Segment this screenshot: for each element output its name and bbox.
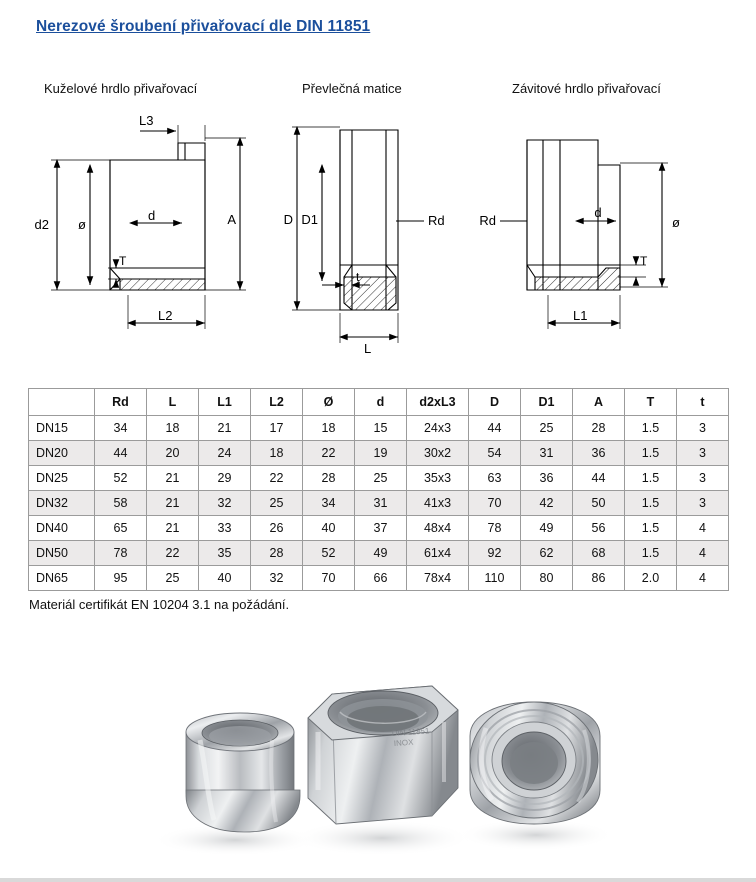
table-cell: 26 bbox=[251, 516, 303, 541]
table-cell: 31 bbox=[355, 491, 407, 516]
table-cell: 44 bbox=[573, 466, 625, 491]
table-header-cell: L bbox=[147, 389, 199, 416]
table-cell: 41x3 bbox=[407, 491, 469, 516]
table-cell: 31 bbox=[521, 441, 573, 466]
svg-text:ø: ø bbox=[672, 215, 680, 230]
page-title: Nerezové šroubení přivařovací dle DIN 11851 bbox=[36, 18, 371, 35]
table-cell: 56 bbox=[573, 516, 625, 541]
table-cell: 15 bbox=[355, 416, 407, 441]
product-photo bbox=[0, 640, 756, 882]
table-cell: 24x3 bbox=[407, 416, 469, 441]
table-cell: 18 bbox=[303, 416, 355, 441]
svg-text:A: A bbox=[227, 212, 236, 227]
table-row bbox=[29, 441, 729, 466]
table-cell: 25 bbox=[355, 466, 407, 491]
table-cell: 24 bbox=[199, 441, 251, 466]
table-header-cell: Rd bbox=[95, 389, 147, 416]
table-cell: 36 bbox=[573, 441, 625, 466]
material-note: Materiál certifikát EN 10204 3.1 na požádání. bbox=[29, 597, 290, 612]
svg-text:D1: D1 bbox=[301, 212, 318, 227]
table-row bbox=[29, 566, 729, 591]
table-cell: 80 bbox=[521, 566, 573, 591]
svg-text:d: d bbox=[148, 208, 156, 223]
table-row bbox=[29, 541, 729, 566]
table-cell: 110 bbox=[469, 566, 521, 591]
table-cell: 52 bbox=[95, 466, 147, 491]
table-cell: 65 bbox=[95, 516, 147, 541]
table-cell: 44 bbox=[95, 441, 147, 466]
table-cell-dn: DN25 bbox=[29, 466, 95, 491]
table-cell: 3 bbox=[677, 466, 729, 491]
table-cell: 34 bbox=[303, 491, 355, 516]
table-cell: 35 bbox=[199, 541, 251, 566]
table-cell: 32 bbox=[199, 491, 251, 516]
spec-table-wrapper bbox=[28, 388, 728, 591]
table-cell: 25 bbox=[521, 416, 573, 441]
technical-drawings bbox=[0, 105, 756, 370]
table-header-cell bbox=[29, 389, 95, 416]
table-cell: 63 bbox=[469, 466, 521, 491]
table-cell: 78 bbox=[95, 541, 147, 566]
table-cell: 1.5 bbox=[625, 516, 677, 541]
table-cell: 66 bbox=[355, 566, 407, 591]
table-header-cell: L1 bbox=[199, 389, 251, 416]
table-header-cell: D1 bbox=[521, 389, 573, 416]
table-cell: 28 bbox=[573, 416, 625, 441]
table-cell: 33 bbox=[199, 516, 251, 541]
table-header-cell: L2 bbox=[251, 389, 303, 416]
table-cell-dn: DN32 bbox=[29, 491, 95, 516]
table-cell: 19 bbox=[355, 441, 407, 466]
table-cell: 4 bbox=[677, 541, 729, 566]
table-cell: 18 bbox=[251, 441, 303, 466]
table-cell: 25 bbox=[251, 491, 303, 516]
table-cell: 21 bbox=[147, 516, 199, 541]
table-cell: 40 bbox=[303, 516, 355, 541]
table-cell: 48x4 bbox=[407, 516, 469, 541]
table-cell: 50 bbox=[573, 491, 625, 516]
table-cell: 28 bbox=[303, 466, 355, 491]
table-cell: 58 bbox=[95, 491, 147, 516]
table-cell: 3 bbox=[677, 491, 729, 516]
table-cell: 92 bbox=[469, 541, 521, 566]
svg-text:DIN 11851: DIN 11851 bbox=[391, 726, 430, 738]
table-cell: 78x4 bbox=[407, 566, 469, 591]
table-header-cell: d2xL3 bbox=[407, 389, 469, 416]
table-header-cell: t bbox=[677, 389, 729, 416]
table-cell: 1.5 bbox=[625, 441, 677, 466]
table-cell: 1.5 bbox=[625, 491, 677, 516]
table-cell: 52 bbox=[303, 541, 355, 566]
svg-text:D: D bbox=[283, 212, 293, 227]
table-cell-dn: DN50 bbox=[29, 541, 95, 566]
table-header-cell: Ø bbox=[303, 389, 355, 416]
table-cell: 20 bbox=[147, 441, 199, 466]
table-cell: 3 bbox=[677, 416, 729, 441]
photo-part-threaded-liner bbox=[458, 702, 614, 851]
svg-text:Rd: Rd bbox=[479, 213, 496, 228]
table-row bbox=[29, 516, 729, 541]
table-row bbox=[29, 491, 729, 516]
table-cell: 49 bbox=[521, 516, 573, 541]
table-cell: 35x3 bbox=[407, 466, 469, 491]
table-header-cell: A bbox=[573, 389, 625, 416]
table-cell: 28 bbox=[251, 541, 303, 566]
table-cell: 95 bbox=[95, 566, 147, 591]
svg-text:ø: ø bbox=[78, 217, 86, 232]
table-cell: 22 bbox=[147, 541, 199, 566]
svg-text:INOX: INOX bbox=[393, 737, 414, 748]
table-header-cell: d bbox=[355, 389, 407, 416]
table-header-row bbox=[29, 389, 729, 416]
diagram-heading-union-nut: Převlečná matice bbox=[302, 81, 402, 96]
svg-text:d2: d2 bbox=[34, 217, 49, 232]
table-cell: 54 bbox=[469, 441, 521, 466]
table-cell-dn: DN15 bbox=[29, 416, 95, 441]
bottom-border bbox=[0, 878, 756, 882]
table-cell: 70 bbox=[303, 566, 355, 591]
table-cell: 22 bbox=[251, 466, 303, 491]
table-cell: 1.5 bbox=[625, 466, 677, 491]
table-cell: 42 bbox=[521, 491, 573, 516]
table-cell-dn: DN20 bbox=[29, 441, 95, 466]
svg-text:L: L bbox=[364, 341, 372, 356]
spec-table bbox=[28, 388, 729, 591]
diagram-heading-cone-weld-liner: Kuželové hrdlo přivařovací bbox=[44, 81, 198, 96]
table-cell: 21 bbox=[147, 466, 199, 491]
table-cell: 37 bbox=[355, 516, 407, 541]
svg-text:T: T bbox=[119, 254, 127, 268]
photo-part-union-nut bbox=[292, 686, 472, 856]
table-cell: 4 bbox=[677, 516, 729, 541]
table-cell: 34 bbox=[95, 416, 147, 441]
table-cell: 1.5 bbox=[625, 541, 677, 566]
diagram-heading-threaded-weld-liner: Závitové hrdlo přivařovací bbox=[512, 81, 661, 96]
table-cell: 70 bbox=[469, 491, 521, 516]
svg-text:d: d bbox=[594, 205, 602, 220]
svg-text:Rd: Rd bbox=[428, 213, 445, 228]
table-cell: 36 bbox=[521, 466, 573, 491]
table-row bbox=[29, 416, 729, 441]
table-cell: 21 bbox=[199, 416, 251, 441]
table-cell: 68 bbox=[573, 541, 625, 566]
table-cell: 78 bbox=[469, 516, 521, 541]
table-cell: 44 bbox=[469, 416, 521, 441]
table-cell: 21 bbox=[147, 491, 199, 516]
table-header-cell: D bbox=[469, 389, 521, 416]
table-cell-dn: DN65 bbox=[29, 566, 95, 591]
table-cell: 18 bbox=[147, 416, 199, 441]
table-cell: 3 bbox=[677, 441, 729, 466]
table-header-cell: T bbox=[625, 389, 677, 416]
svg-text:t: t bbox=[356, 270, 360, 284]
table-cell: 40 bbox=[199, 566, 251, 591]
table-cell: 17 bbox=[251, 416, 303, 441]
table-cell-dn: DN40 bbox=[29, 516, 95, 541]
photo-part-cone-liner bbox=[153, 713, 317, 856]
table-cell: 29 bbox=[199, 466, 251, 491]
table-cell: 49 bbox=[355, 541, 407, 566]
table-cell: 61x4 bbox=[407, 541, 469, 566]
table-cell: 2.0 bbox=[625, 566, 677, 591]
svg-text:L1: L1 bbox=[573, 308, 588, 323]
svg-text:L3: L3 bbox=[139, 113, 154, 128]
table-row bbox=[29, 466, 729, 491]
table-cell: 4 bbox=[677, 566, 729, 591]
table-cell: 32 bbox=[251, 566, 303, 591]
table-cell: 86 bbox=[573, 566, 625, 591]
table-cell: 22 bbox=[303, 441, 355, 466]
svg-text:T: T bbox=[640, 254, 648, 268]
table-cell: 62 bbox=[521, 541, 573, 566]
table-cell: 30x2 bbox=[407, 441, 469, 466]
table-cell: 1.5 bbox=[625, 416, 677, 441]
table-cell: 25 bbox=[147, 566, 199, 591]
svg-text:L2: L2 bbox=[158, 308, 173, 323]
